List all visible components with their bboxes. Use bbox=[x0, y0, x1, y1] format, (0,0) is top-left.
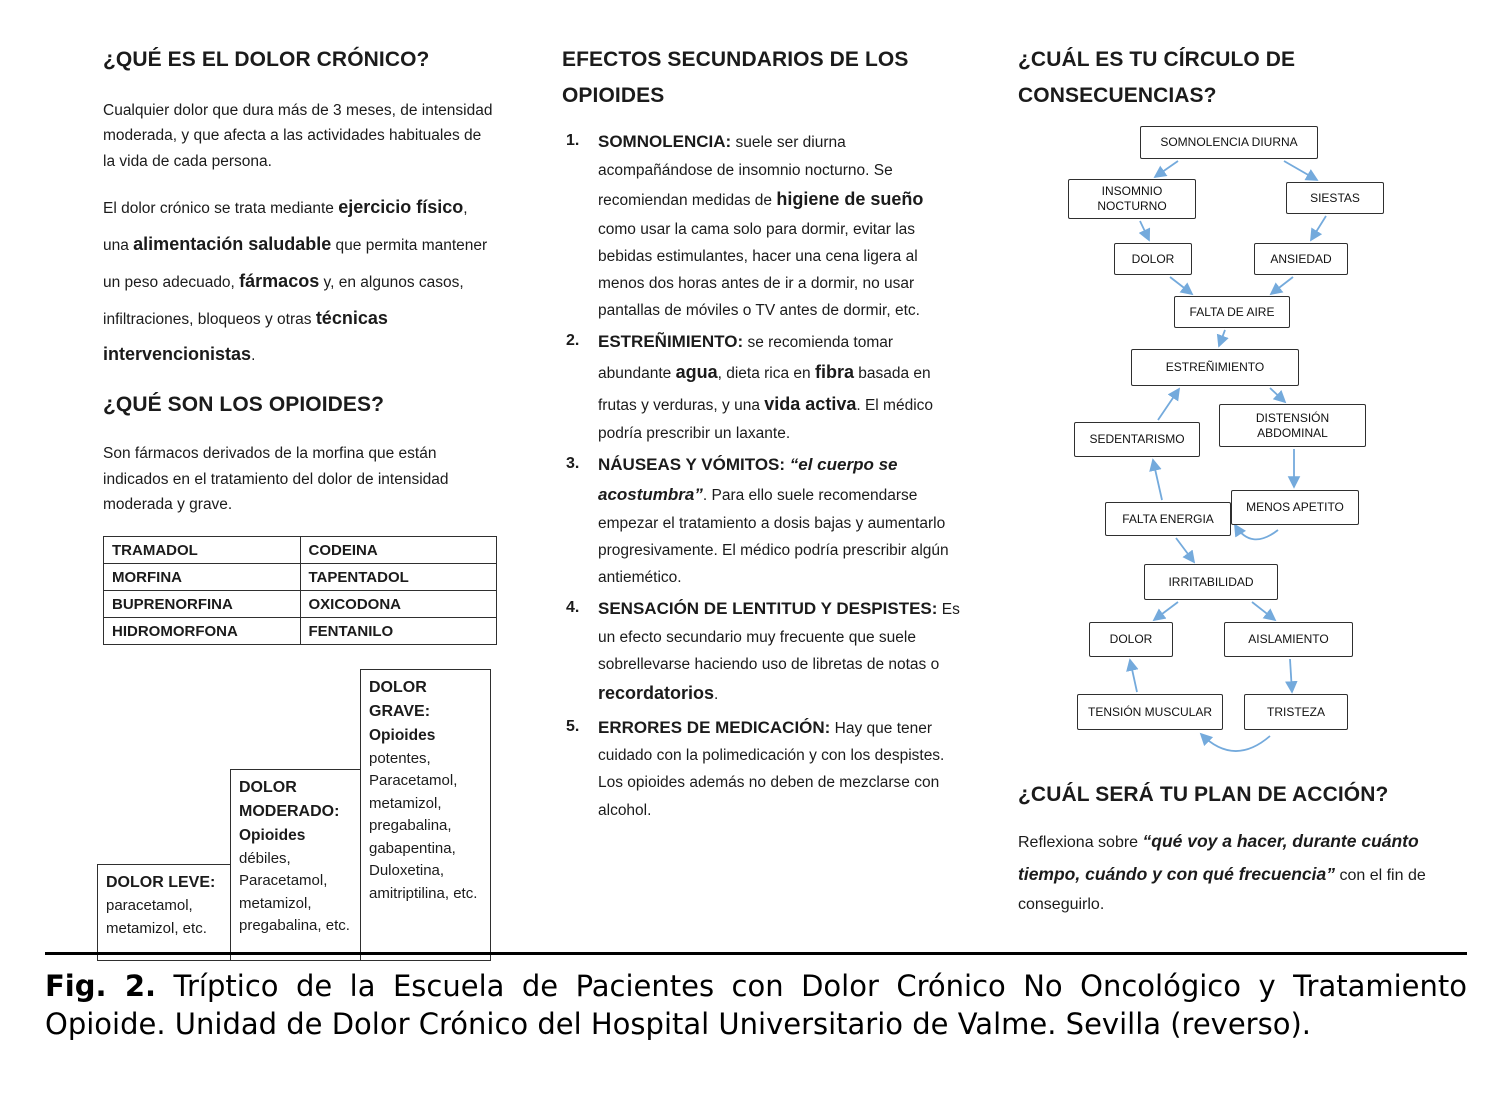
table-cell: TRAMADOL bbox=[104, 537, 301, 564]
node-tristeza: TRISTEZA bbox=[1244, 694, 1348, 730]
table-cell: FENTANILO bbox=[300, 618, 497, 645]
node-distension-abdominal: DISTENSIÓN ABDOMINAL bbox=[1219, 404, 1366, 447]
arrow bbox=[1154, 602, 1178, 620]
arrow bbox=[1270, 388, 1285, 402]
text-run: . Para ello suele recomendarse empezar el tratamiento a dosis bajas y aumentarlo progresivamente. El médico podría prescribir algún antiemético. bbox=[598, 486, 949, 586]
node-menos-apetito: MENOS APETITO bbox=[1231, 490, 1359, 525]
pain-step-moderate bbox=[230, 769, 361, 961]
keyword-higiene-de-sueno: higiene de sueño bbox=[776, 189, 924, 210]
arrow bbox=[1311, 216, 1326, 240]
node-dolor-2: DOLOR bbox=[1089, 622, 1173, 657]
paragraph-treatment bbox=[103, 189, 497, 373]
heading-que-son-opioides: ¿QUÉ SON LOS OPIOIDES? bbox=[103, 393, 385, 417]
node-aislamiento: AISLAMIENTO bbox=[1224, 622, 1353, 657]
arrow bbox=[1170, 277, 1192, 294]
arrow bbox=[1158, 389, 1179, 420]
keyword-ejercicio-fisico: ejercicio físico bbox=[338, 196, 464, 217]
node-somnolencia-diurna: SOMNOLENCIA DIURNA bbox=[1140, 126, 1318, 159]
node-falta-de-aire: FALTA DE AIRE bbox=[1174, 296, 1290, 328]
quote-el-cuerpo-se-acostumbra: “el cuerpo se acostumbra” bbox=[598, 455, 898, 504]
table-cell: CODEINA bbox=[300, 537, 497, 564]
step-bold-word: Opioides bbox=[369, 727, 436, 745]
item-heading: NÁUSEAS Y VÓMITOS: bbox=[598, 455, 790, 475]
step-body: débiles, Paracetamol, metamizol, pregabalina, etc. bbox=[239, 849, 350, 935]
caption-text: Tríptico de la Escuela de Pacientes con Dolor Crónico No Oncológico y Tratamiento Opioide. Unidad de Dolor Crónico del Hospital Universitario de Valme. Sevilla (reverso). bbox=[45, 969, 1467, 1042]
step-body: paracetamol, metamizol, etc. bbox=[106, 897, 207, 937]
text-run: que permita mantener un peso adecuado, bbox=[103, 236, 488, 291]
arrow bbox=[1252, 602, 1275, 620]
step-title: DOLOR GRAVE: bbox=[369, 679, 431, 721]
text-run: se recomienda tomar abundante bbox=[598, 334, 894, 382]
text-run: . bbox=[714, 686, 719, 703]
node-irritabilidad: IRRITABILIDAD bbox=[1144, 564, 1278, 600]
text-run: con el fin de conseguirlo. bbox=[1018, 866, 1426, 914]
text-run: como usar la cama solo para dormir, evitar las bebidas estimulantes, hacer una cena ligera al menos dos horas antes de ir a dormir, no usar pantallas de móviles o TV antes de dormir, etc. bbox=[598, 220, 920, 320]
text-run: . bbox=[251, 347, 256, 365]
text-run: . El médico podría prescribir un laxante. bbox=[598, 396, 934, 442]
text-run: Reflexiona sobre bbox=[1018, 834, 1143, 852]
arrow bbox=[1155, 161, 1178, 177]
keyword-tecnicas-intervencionistas: técnicas intervencionistas bbox=[103, 307, 388, 365]
opioid-examples-table bbox=[103, 536, 497, 645]
table-row bbox=[104, 618, 497, 645]
leaflet-column-side-effects bbox=[562, 30, 962, 827]
step-bold-word: Opioides bbox=[239, 827, 306, 845]
arrow bbox=[1130, 660, 1137, 692]
text-run: , dieta rica en bbox=[717, 365, 815, 382]
table-cell: TAPENTADOL bbox=[300, 564, 497, 591]
figure-caption bbox=[45, 967, 1467, 1044]
step-title: DOLOR LEVE: bbox=[106, 874, 216, 892]
pain-step-severe bbox=[360, 669, 491, 961]
table-row bbox=[104, 564, 497, 591]
node-tension-muscular: TENSIÓN MUSCULAR bbox=[1077, 694, 1223, 730]
analgesic-ladder bbox=[103, 669, 497, 961]
item-text bbox=[598, 327, 962, 447]
arrow bbox=[1153, 460, 1162, 500]
item-number: 2. bbox=[566, 332, 580, 350]
table-cell: MORFINA bbox=[104, 564, 301, 591]
text-run: , una bbox=[103, 199, 468, 254]
arrow bbox=[1290, 659, 1292, 692]
heading-efectos-secundarios: EFECTOS SECUNDARIOS DE LOS OPIOIDES bbox=[562, 48, 909, 107]
leaflet-column-consequences bbox=[1018, 30, 1442, 920]
text-run: basada en frutas y verduras, y una bbox=[598, 365, 931, 414]
item-text bbox=[598, 450, 962, 591]
keyword-alimentacion-saludable: alimentación saludable bbox=[133, 233, 332, 254]
pain-step-mild bbox=[97, 864, 231, 961]
side-effect-lentitud-despistes bbox=[562, 594, 962, 710]
node-ansiedad: ANSIEDAD bbox=[1254, 243, 1348, 275]
paragraph-opioids-definition: Son fármacos derivados de la morfina que están indicados en el tratamiento del dolor de intensidad moderada y grave. bbox=[103, 444, 449, 514]
heading-que-es-dolor-cronico: ¿QUÉ ES EL DOLOR CRÓNICO? bbox=[103, 48, 430, 71]
paragraph-definition: Cualquier dolor que dura más de 3 meses, de intensidad moderada, y que afecta a las actividades habituales de la vida de cada persona. bbox=[103, 101, 493, 171]
arrow bbox=[1140, 221, 1149, 240]
arrow bbox=[1284, 161, 1317, 180]
text-run: El dolor crónico se trata mediante bbox=[103, 199, 339, 217]
node-siestas: SIESTAS bbox=[1286, 182, 1384, 214]
leaflet-column-what-is-chronic-pain bbox=[103, 30, 497, 961]
node-estrenimiento: ESTREÑIMIENTO bbox=[1131, 349, 1299, 386]
node-insomnio-nocturno: INSOMNIO NOCTURNO bbox=[1068, 179, 1196, 219]
keyword-agua: agua bbox=[675, 362, 718, 382]
side-effect-estrenimiento bbox=[562, 327, 962, 447]
text-run: Hay que tener cuidado con la polimedicación y con los despistes. Los opioides además no deben de mezclarse con alcohol. bbox=[598, 719, 945, 819]
text-run: Es un efecto secundario muy frecuente que suele sobrellevarse haciendo uso de libretas de notas o bbox=[598, 601, 960, 673]
node-dolor-1: DOLOR bbox=[1114, 243, 1192, 275]
table-row bbox=[104, 537, 497, 564]
arrow bbox=[1219, 330, 1225, 346]
arrow bbox=[1176, 538, 1194, 562]
item-text bbox=[598, 594, 962, 710]
arrow-curved bbox=[1235, 525, 1278, 539]
caption-divider bbox=[45, 952, 1467, 955]
table-row bbox=[104, 591, 497, 618]
step-body: potentes, Paracetamol, metamizol, pregabalina, gabapentina, Duloxetina, amitriptilina, etc. bbox=[369, 749, 478, 902]
item-heading: ERRORES DE MEDICACIÓN: bbox=[598, 717, 831, 737]
table-cell: OXICODONA bbox=[300, 591, 497, 618]
table-cell: HIDROMORFONA bbox=[104, 618, 301, 645]
keyword-fibra: fibra bbox=[814, 362, 854, 382]
caption-block bbox=[45, 952, 1467, 1044]
arrow bbox=[1271, 277, 1293, 294]
node-sedentarismo: SEDENTARISMO bbox=[1074, 422, 1200, 457]
step-title: DOLOR MODERADO: bbox=[239, 779, 340, 821]
consequences-diagram bbox=[1018, 119, 1442, 769]
figure-label: Fig. 2. bbox=[45, 969, 157, 1003]
item-number: 4. bbox=[566, 599, 580, 616]
item-number: 5. bbox=[566, 717, 580, 735]
item-heading: SOMNOLENCIA: bbox=[598, 132, 732, 152]
side-effects-list bbox=[562, 127, 962, 823]
heading-circulo-consecuencias: ¿CUÁL ES TU CÍRCULO DE CONSECUENCIAS? bbox=[1018, 48, 1296, 107]
item-text bbox=[598, 713, 962, 824]
item-number: 1. bbox=[566, 132, 580, 150]
node-falta-energia: FALTA ENERGIA bbox=[1105, 502, 1231, 536]
arrow-curved bbox=[1201, 734, 1270, 751]
keyword-vida-activa: vida activa bbox=[764, 393, 857, 414]
item-text bbox=[598, 127, 962, 324]
table-cell: BUPRENORFINA bbox=[104, 591, 301, 618]
item-heading: SENSACIÓN DE LENTITUD Y DESPISTES: bbox=[598, 599, 938, 618]
item-heading: ESTREÑIMIENTO: bbox=[598, 332, 744, 352]
side-effect-errores-medicacion bbox=[562, 713, 962, 824]
item-number: 3. bbox=[566, 455, 580, 473]
side-effect-nauseas-vomitos bbox=[562, 450, 962, 591]
keyword-recordatorios: recordatorios bbox=[598, 683, 715, 703]
text-run: y, en algunos casos, infiltraciones, bloqueos y otras bbox=[103, 273, 464, 328]
quote-plan-de-accion: “qué voy a hacer, durante cuánto tiempo, cuándo y con qué frecuencia” bbox=[1018, 831, 1419, 884]
paragraph-plan bbox=[1018, 825, 1442, 920]
side-effect-somnolencia bbox=[562, 127, 962, 324]
keyword-farmacos: fármacos bbox=[239, 270, 320, 291]
heading-plan-de-accion: ¿CUÁL SERÁ TU PLAN DE ACCIÓN? bbox=[1018, 783, 1389, 807]
text-run: suele ser diurna acompañándose de insomnio nocturno. Se recomiendan medidas de bbox=[598, 134, 893, 210]
